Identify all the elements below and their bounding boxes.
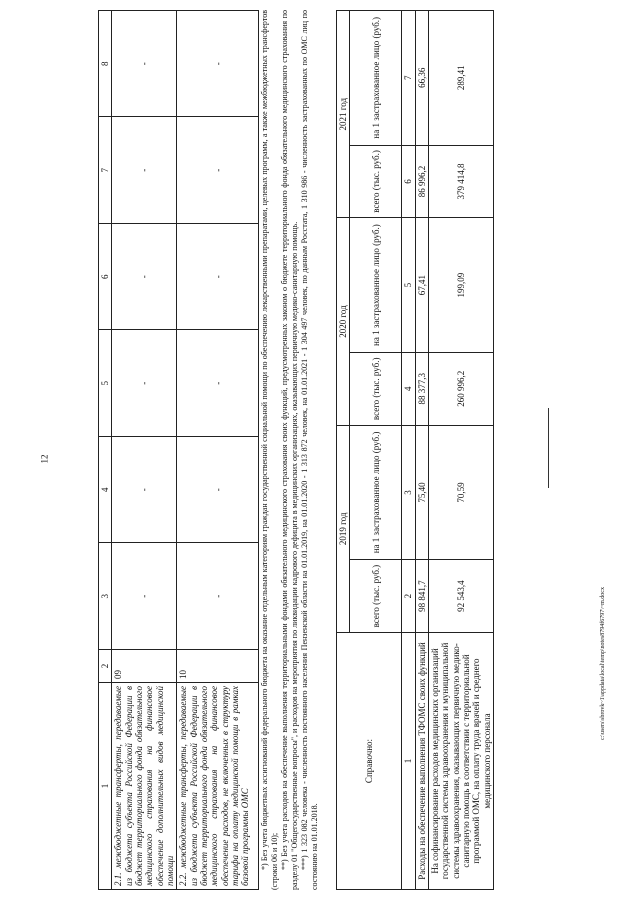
subheader-total: всего (тыс. руб.) xyxy=(350,145,402,218)
header-cell: 4 xyxy=(99,437,112,544)
table-row xyxy=(112,11,177,890)
header-cell: 7 xyxy=(99,117,112,224)
row-code: 10 xyxy=(177,650,259,683)
reference-table xyxy=(336,10,494,890)
index-cell: 2 xyxy=(402,560,415,633)
footnotes xyxy=(260,10,321,890)
rotated-content xyxy=(68,10,628,890)
budget-table xyxy=(98,10,259,890)
cell: 199,09 xyxy=(429,218,494,353)
cell: 289,41 xyxy=(429,11,494,146)
cell: - xyxy=(112,330,177,437)
cell: - xyxy=(112,117,177,224)
header-cell: 6 xyxy=(99,224,112,331)
file-path-footer: c:\users\sbrovk~1\appdata\local\temp\notes8794f6797\~m.docx xyxy=(600,587,606,740)
footnote: ***) 1 323 082 человека - численность постоянного населения Пензенской области на 01.01.2019, на 01.01.2020 - 1 313 872 человек, на 01.01.2021 - 1 304 497 человек, по данным Росстата, 1 310 986 - численность застрахованных по ОМС лиц по состоянию на 01.01.2018. xyxy=(300,10,319,890)
cell: - xyxy=(112,543,177,650)
row-label: На софинансирование расходов медицинских организаций государственной системы здравоохранения и муниципальной системы здравоохранения, оказывающих первичную медико-санитарную помощь в соответствии с территориальной программой ОМС, на оплату труда врачей и среднего медицинского персонала xyxy=(429,633,494,890)
page-number: 12 xyxy=(39,454,50,464)
table-row xyxy=(429,11,494,890)
header-cell: 3 xyxy=(99,543,112,650)
cell: 260 996,2 xyxy=(429,352,494,425)
cell: - xyxy=(177,224,259,331)
cell: 66,36 xyxy=(415,11,428,146)
cell: - xyxy=(177,117,259,224)
subheader-total: всего (тыс. руб.) xyxy=(350,560,402,633)
row-label: 2.2. межбюджетные трансферты, передаваемые из бюджета субъекта Российской Федерации в бюджет территориального фонда обязательного медицинского страхования на финансовое обеспечение расходов, не включенных в структуру тарифа на оплату медицинской помощи в рамках базовой программы ОМС xyxy=(177,683,259,890)
subheader-per-person: на 1 застрахованное лицо (руб.) xyxy=(350,218,402,353)
subheader-per-person: на 1 застрахованное лицо (руб.) xyxy=(350,425,402,560)
year-header: 2020 год xyxy=(337,218,350,425)
cell: - xyxy=(177,437,259,544)
cell: - xyxy=(112,224,177,331)
year-header: 2019 год xyxy=(337,425,350,632)
cell: 379 414,8 xyxy=(429,145,494,218)
header-cell: 1 xyxy=(99,683,112,890)
subheader-per-person: на 1 застрахованное лицо (руб.) xyxy=(350,11,402,146)
cell: - xyxy=(112,11,177,118)
table-row xyxy=(415,11,428,890)
cell: - xyxy=(177,543,259,650)
cell: 98 841,7 xyxy=(415,560,428,633)
cell: 92 543,4 xyxy=(429,560,494,633)
row-label: 2.1. межбюджетные трансферты, передаваемые из бюджета субъекта Российской Федерации в бюджет территориального фонда обязательного медицинского страхования на финансовое обеспечение дополнительных видов медицинской помощи xyxy=(112,683,177,890)
cell: 86 996,2 xyxy=(415,145,428,218)
footnote: **) Без учета расходов на обеспечение выполнения территориальными фондами обязательного медицинского страхования своих функций, предусмотренных законом о бюджете территориального фонда обязательного медицинского страхования по разделу 01 "Общегосударственные вопросы", и расходов на мероприятия по ликвидации кадрового дефицита в медицинских организациях, оказывающих первичную медико-санитарную помощь. xyxy=(280,10,299,890)
row-code: 09 xyxy=(112,650,177,683)
reference-title: Справочно: xyxy=(337,633,402,890)
cell: 75,40 xyxy=(415,425,428,560)
cell: - xyxy=(177,330,259,437)
cell: 88 377,3 xyxy=(415,352,428,425)
subheader-total: всего (тыс. руб.) xyxy=(350,352,402,425)
index-cell: 1 xyxy=(402,633,415,890)
index-row xyxy=(402,11,415,890)
index-cell: 4 xyxy=(402,352,415,425)
index-cell: 3 xyxy=(402,425,415,560)
footnote: *) Без учета бюджетных ассигнований федерального бюджета на оказание отдельным категориям граждан государственной социальной помощи по обеспечению лекарственными препаратами, целевых программ, а также межбюджетных трансфертов (строки 06 и 10); xyxy=(260,10,279,890)
year-header: 2021 год xyxy=(337,11,350,218)
row-label: Расходы на обеспечение выполнения ТФОМС своих функций xyxy=(415,633,428,890)
header-cell: 2 xyxy=(99,650,112,683)
index-cell: 7 xyxy=(402,11,415,146)
cell: 70,59 xyxy=(429,425,494,560)
cell: - xyxy=(112,437,177,544)
index-cell: 5 xyxy=(402,218,415,353)
table-row xyxy=(177,11,259,890)
table-header-row xyxy=(99,11,112,890)
cell: 67,41 xyxy=(415,218,428,353)
index-cell: 6 xyxy=(402,145,415,218)
cell: - xyxy=(177,11,259,118)
header-cell: 5 xyxy=(99,330,112,437)
header-cell: 8 xyxy=(99,11,112,118)
